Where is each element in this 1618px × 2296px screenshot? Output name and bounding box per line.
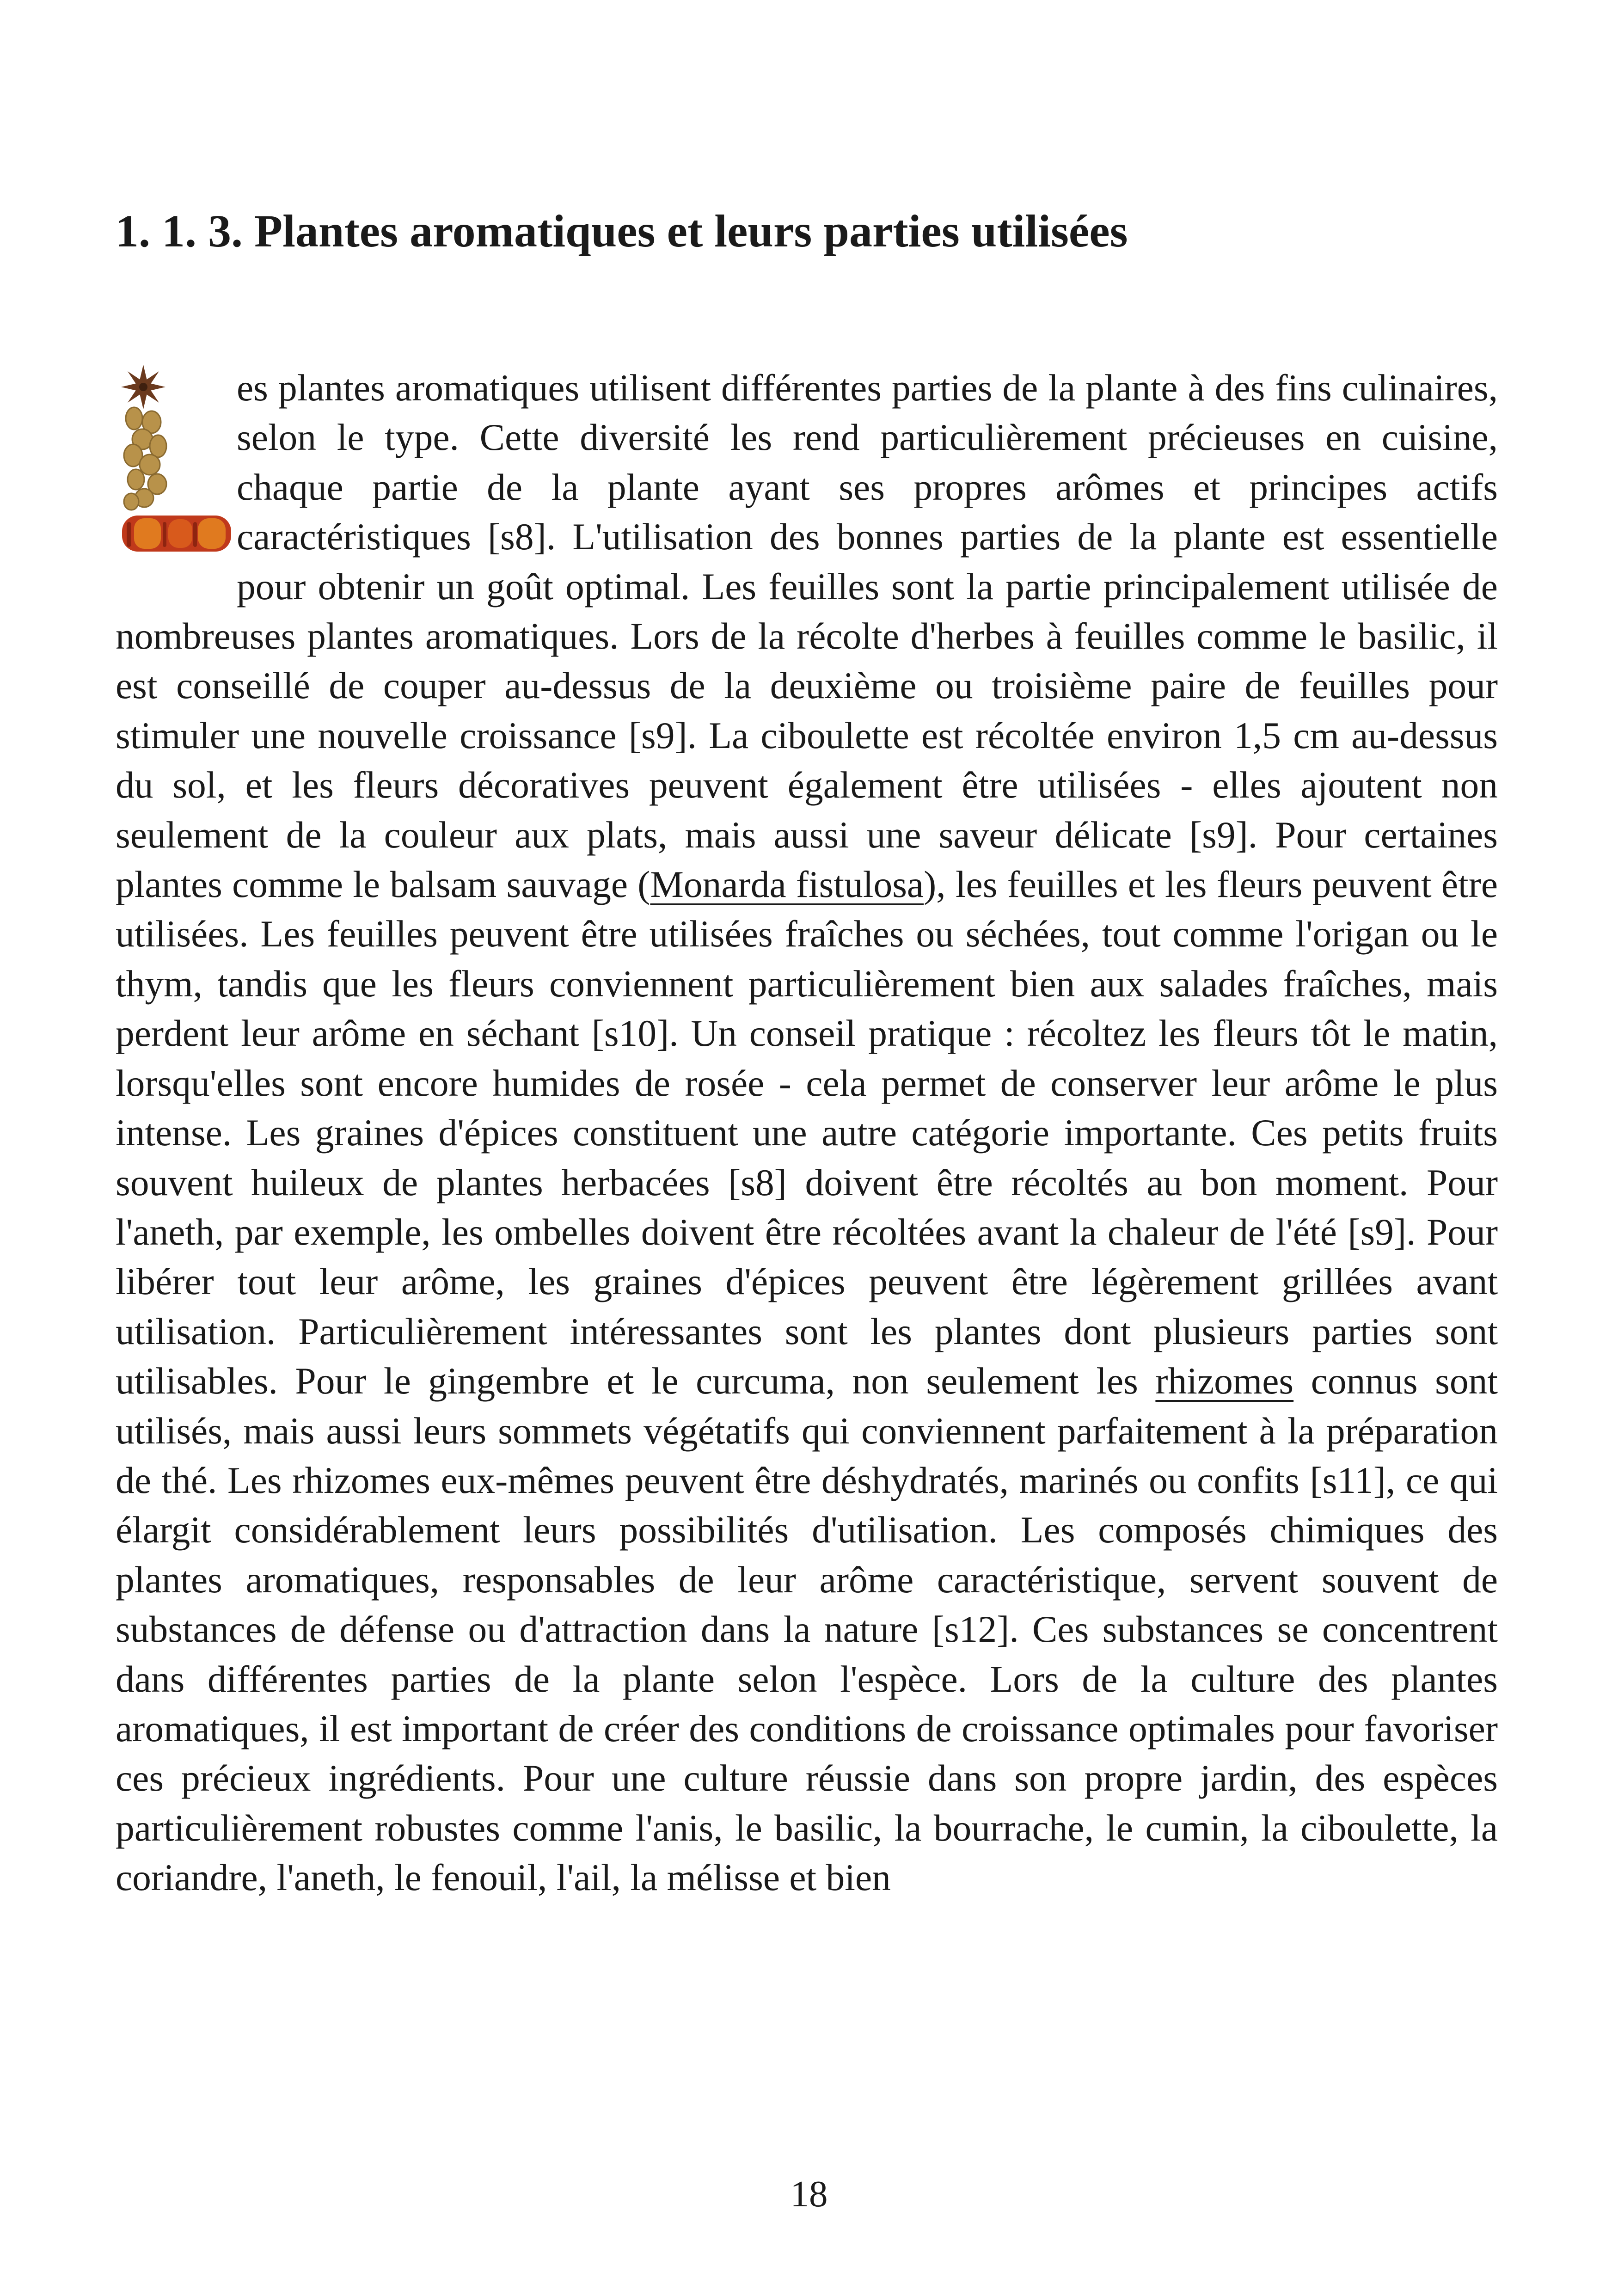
body-text-segment: connus sont utilisés, mais aussi leurs sommets végétatifs qui conviennent parfaitement à la préparation de thé. Les rhizomes eux-mêmes peuvent être déshydratés, marinés ou confits [s11], ce qui élargit considérablement leurs possibilités d'utilisation. Les composés chimiques des plantes aromatiques, responsables de leur arôme caractéristique, servent souvent de substances de défense ou d'attraction dans la nature [s12]. Ces substances se concentrent dans différentes parties de la plante selon l'espèce. Lors de la culture des plantes aromatiques, il est important de créer des conditions de croissance optimales pour favoriser ces précieux ingrédients. Pour une culture réussie dans son propre jardin, des espèces particulièrement robustes comme l'anis, le basilic, la bourrache, le cumin, la ciboulette, la coriandre, l'aneth, le fenouil, l'ail, la mélisse et bien bbox=[116, 1360, 1498, 1899]
body-text-segment: es plantes aromatiques utilisent différentes parties de la plante à des fins culinaires, selon le type. Cette diversité les rend particulièrement précieuses en cuisine, chaque partie de la plante ayant ses propres arômes et principes actifs caractéristiques [s8]. L'utilisation des bonnes parties de la plante est essentielle pour obtenir un goût optimal. Les feuilles sont la partie principalement utilisée de nombreuses plantes aromatiques. Lors de la récolte d'herbes à feuilles comme le basilic, il est conseillé de couper au-dessus de la deuxième ou troisième paire de feuilles pour stimuler une nouvelle croissance [s9]. La ciboulette est récoltée environ 1,5 cm au-dessus du sol, et les fleurs décoratives peuvent également être utilisées - elles ajoutent non seulement de la couleur aux plats, mais aussi une saveur délicate [s9]. Pour certaines plantes comme le balsam sauvage ( bbox=[116, 367, 1498, 906]
term-link-monarda-fistulosa[interactable]: Monarda fistulosa bbox=[650, 863, 924, 906]
section-heading bbox=[116, 199, 1502, 264]
body-paragraph bbox=[116, 363, 1498, 1903]
term-link-rhizomes[interactable]: rhizomes bbox=[1155, 1360, 1294, 1402]
section-title: Plantes aromatiques et leurs parties utilisées bbox=[254, 205, 1128, 257]
spice-letter-l-icon bbox=[116, 363, 237, 562]
body-text-segment: ), les feuilles et les fleurs peuvent être utilisées. Les feuilles peuvent être utilisées fraîches ou séchées, tout comme l'origan ou le thym, tandis que les fleurs conviennent particulièrement bien aux salades fraîches, mais perdent leur arôme en séchant [s10]. Un conseil pratique : récoltez les fleurs tôt le matin, lorsqu'elles sont encore humides de rosée - cela permet de conserver leur arôme le plus intense. Les graines d'épices constituent une autre catégorie importante. Ces petits fruits souvent huileux de plantes herbacées [s8] doivent être récoltés au bon moment. Pour l'aneth, par exemple, les ombelles doivent être récoltées avant la chaleur de l'été [s9]. Pour libérer tout leur arôme, les graines d'épices peuvent être légèrement grillées avant utilisation. Particulièrement intéressantes sont les plantes dont plusieurs parties sont utilisables. Pour le gingembre et le curcuma, non seulement les bbox=[116, 863, 1498, 1402]
section-number: 1. 1. 3. bbox=[116, 205, 243, 257]
page-number: 18 bbox=[790, 2173, 828, 2215]
